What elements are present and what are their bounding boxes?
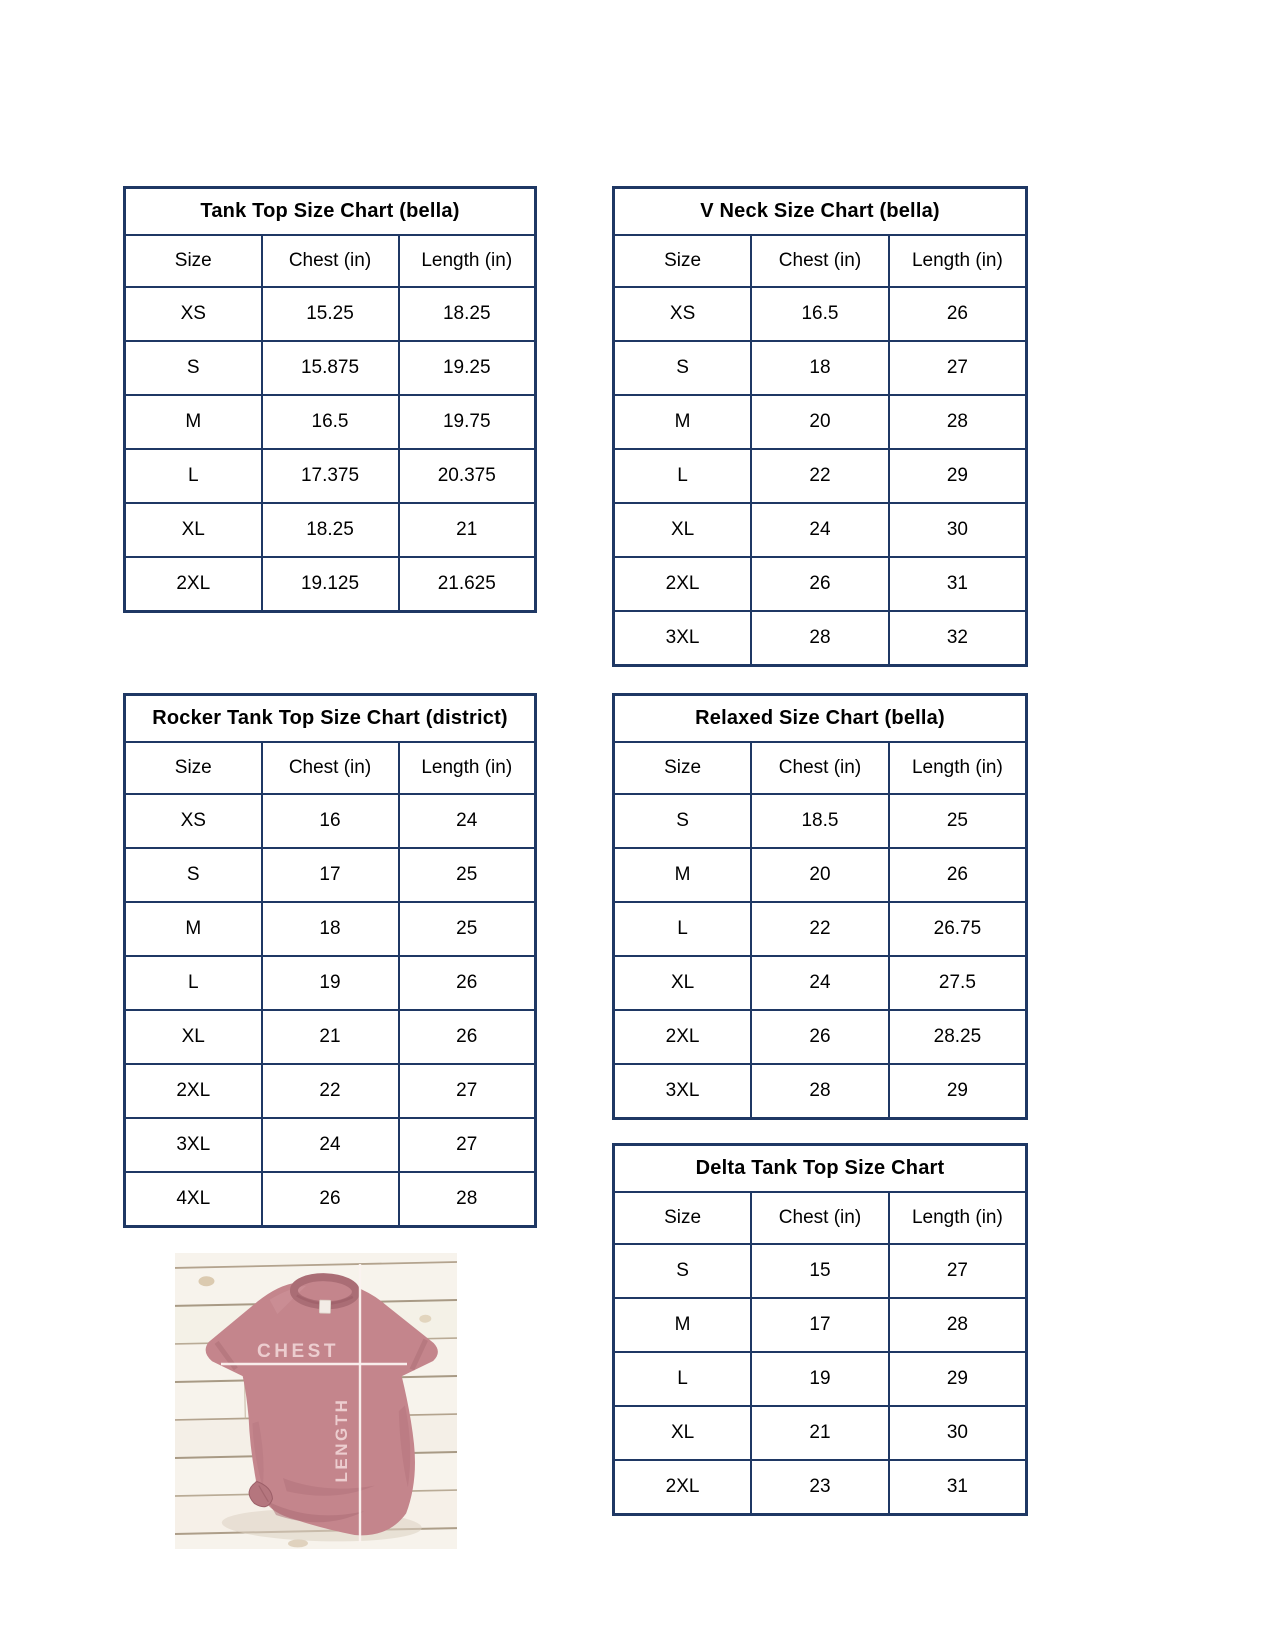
size-cell: 2XL — [614, 557, 752, 611]
table-body — [614, 1244, 1027, 1515]
size-cell: 30 — [889, 503, 1027, 557]
size-cell: XL — [614, 503, 752, 557]
column-header-size: Size — [614, 235, 752, 287]
size-cell: 3XL — [614, 1064, 752, 1119]
size-cell: 20 — [751, 395, 889, 449]
column-header-length: Length (in) — [399, 742, 536, 794]
size-cell: XS — [125, 287, 262, 341]
table-row — [614, 794, 1027, 848]
table-title: Delta Tank Top Size Chart — [614, 1145, 1027, 1193]
size-cell: XL — [125, 1010, 262, 1064]
table-title: Relaxed Size Chart (bella) — [614, 695, 1027, 743]
size-cell: 18.25 — [399, 287, 536, 341]
table-row — [614, 956, 1027, 1010]
neck-tag — [319, 1300, 330, 1313]
size-cell: 26.75 — [889, 902, 1027, 956]
table-title: Tank Top Size Chart (bella) — [125, 188, 536, 236]
table-header-row — [125, 235, 536, 287]
size-cell: 3XL — [614, 611, 752, 666]
table-title-row — [614, 188, 1027, 236]
table-row — [614, 1406, 1027, 1460]
size-cell: XL — [614, 1406, 752, 1460]
size-cell: 19 — [262, 956, 399, 1010]
size-cell: 32 — [889, 611, 1027, 666]
table-row — [614, 503, 1027, 557]
size-table-relaxed — [612, 693, 1028, 1120]
table-title-row — [125, 188, 536, 236]
table-row — [614, 287, 1027, 341]
size-cell: M — [614, 395, 752, 449]
table-row — [614, 1064, 1027, 1119]
size-cell: L — [614, 1352, 752, 1406]
size-cell: 2XL — [125, 557, 262, 612]
column-header-size: Size — [125, 742, 262, 794]
column-header-size: Size — [614, 1192, 752, 1244]
size-cell: 29 — [889, 1352, 1027, 1406]
table-body — [125, 287, 536, 612]
size-cell: 27 — [889, 341, 1027, 395]
table-row — [614, 395, 1027, 449]
tshirt-graphic — [175, 1253, 457, 1549]
size-cell: XS — [125, 794, 262, 848]
size-cell: 2XL — [125, 1064, 262, 1118]
size-cell: S — [614, 341, 752, 395]
size-cell: M — [614, 848, 752, 902]
size-cell: 23 — [751, 1460, 889, 1515]
table-row — [125, 395, 536, 449]
table-body — [614, 794, 1027, 1119]
size-cell: L — [614, 902, 752, 956]
table-header-row — [614, 235, 1027, 287]
size-cell: 16.5 — [751, 287, 889, 341]
size-cell: L — [125, 956, 262, 1010]
table-row — [125, 848, 536, 902]
size-cell: 16 — [262, 794, 399, 848]
size-cell: 26 — [399, 1010, 536, 1064]
size-cell: 25 — [399, 848, 536, 902]
size-cell: 19 — [751, 1352, 889, 1406]
size-cell: 2XL — [614, 1010, 752, 1064]
size-cell: 27 — [889, 1244, 1027, 1298]
size-cell: 17 — [262, 848, 399, 902]
table-row — [125, 902, 536, 956]
chest-label: CHEST — [257, 1341, 339, 1362]
table-row — [614, 848, 1027, 902]
size-cell: M — [125, 395, 262, 449]
size-cell: 28 — [889, 395, 1027, 449]
size-cell: 26 — [889, 848, 1027, 902]
column-header-chest: Chest (in) — [751, 742, 889, 794]
size-cell: XS — [614, 287, 752, 341]
table-row — [125, 1010, 536, 1064]
size-cell: 15.25 — [262, 287, 399, 341]
size-cell: 22 — [751, 902, 889, 956]
size-table-rocker-tank-top — [123, 693, 537, 1228]
table-title: Rocker Tank Top Size Chart (district) — [125, 695, 536, 743]
size-cell: 4XL — [125, 1172, 262, 1227]
size-cell: 25 — [399, 902, 536, 956]
size-cell: 24 — [751, 956, 889, 1010]
table-row — [614, 1460, 1027, 1515]
size-cell: 27.5 — [889, 956, 1027, 1010]
size-cell: 22 — [751, 449, 889, 503]
table-row — [614, 341, 1027, 395]
size-cell: 26 — [399, 956, 536, 1010]
size-cell: 30 — [889, 1406, 1027, 1460]
size-cell: 21 — [399, 503, 536, 557]
column-header-length: Length (in) — [889, 742, 1027, 794]
size-cell: L — [614, 449, 752, 503]
table-row — [125, 956, 536, 1010]
table-body — [614, 287, 1027, 666]
column-header-length: Length (in) — [889, 1192, 1027, 1244]
size-cell: 19.125 — [262, 557, 399, 612]
size-cell: 16.5 — [262, 395, 399, 449]
table-row — [614, 902, 1027, 956]
size-cell: 31 — [889, 557, 1027, 611]
table-row — [614, 557, 1027, 611]
size-cell: 31 — [889, 1460, 1027, 1515]
column-header-chest: Chest (in) — [262, 742, 399, 794]
table-row — [125, 503, 536, 557]
table-header-row — [614, 742, 1027, 794]
table-title-row — [125, 695, 536, 743]
column-header-chest: Chest (in) — [751, 235, 889, 287]
size-cell: 3XL — [125, 1118, 262, 1172]
size-cell: 2XL — [614, 1460, 752, 1515]
size-cell: 29 — [889, 1064, 1027, 1119]
size-cell: 18.5 — [751, 794, 889, 848]
size-cell: 15 — [751, 1244, 889, 1298]
size-cell: 21.625 — [399, 557, 536, 612]
size-cell: 19.75 — [399, 395, 536, 449]
table-row — [125, 1064, 536, 1118]
size-cell: 24 — [751, 503, 889, 557]
size-cell: 24 — [399, 794, 536, 848]
table-row — [125, 1172, 536, 1227]
size-cell: 20 — [751, 848, 889, 902]
size-cell: 15.875 — [262, 341, 399, 395]
size-cell: 18.25 — [262, 503, 399, 557]
size-cell: 18 — [262, 902, 399, 956]
column-header-length: Length (in) — [399, 235, 536, 287]
size-table-v-neck — [612, 186, 1028, 667]
size-cell: 28 — [751, 611, 889, 666]
size-cell: 22 — [262, 1064, 399, 1118]
size-cell: 18 — [751, 341, 889, 395]
table-title-row — [614, 695, 1027, 743]
table-header-row — [614, 1192, 1027, 1244]
length-label: LENGTH — [332, 1397, 351, 1483]
size-cell: 24 — [262, 1118, 399, 1172]
size-cell: M — [614, 1298, 752, 1352]
size-cell: 19.25 — [399, 341, 536, 395]
column-header-size: Size — [125, 235, 262, 287]
size-cell: S — [125, 848, 262, 902]
column-header-size: Size — [614, 742, 752, 794]
size-cell: XL — [125, 503, 262, 557]
table-row — [614, 1352, 1027, 1406]
table-row — [614, 1244, 1027, 1298]
size-cell: 21 — [751, 1406, 889, 1460]
table-row — [125, 557, 536, 612]
shirt-measurement-photo — [175, 1253, 457, 1549]
table-row — [125, 1118, 536, 1172]
table-row — [125, 449, 536, 503]
size-cell: 26 — [262, 1172, 399, 1227]
size-cell: 27 — [399, 1118, 536, 1172]
size-cell: S — [614, 794, 752, 848]
table-body — [125, 794, 536, 1227]
size-cell: 20.375 — [399, 449, 536, 503]
column-header-chest: Chest (in) — [751, 1192, 889, 1244]
size-cell: 17 — [751, 1298, 889, 1352]
table-title: V Neck Size Chart (bella) — [614, 188, 1027, 236]
size-cell: 26 — [751, 557, 889, 611]
size-cell: 21 — [262, 1010, 399, 1064]
table-row — [614, 1298, 1027, 1352]
size-cell: S — [125, 341, 262, 395]
table-header-row — [125, 742, 536, 794]
size-cell: S — [614, 1244, 752, 1298]
table-row — [125, 794, 536, 848]
size-cell: 27 — [399, 1064, 536, 1118]
table-row — [125, 287, 536, 341]
table-title-row — [614, 1145, 1027, 1193]
size-cell: XL — [614, 956, 752, 1010]
size-cell: 29 — [889, 449, 1027, 503]
table-row — [614, 449, 1027, 503]
size-cell: 26 — [889, 287, 1027, 341]
size-cell: L — [125, 449, 262, 503]
size-cell: 17.375 — [262, 449, 399, 503]
size-cell: 28 — [399, 1172, 536, 1227]
size-cell: 28 — [751, 1064, 889, 1119]
size-table-delta-tank-top — [612, 1143, 1028, 1516]
column-header-chest: Chest (in) — [262, 235, 399, 287]
size-cell: 28.25 — [889, 1010, 1027, 1064]
column-header-length: Length (in) — [889, 235, 1027, 287]
size-cell: M — [125, 902, 262, 956]
table-row — [125, 341, 536, 395]
size-cell: 25 — [889, 794, 1027, 848]
size-table-tank-top — [123, 186, 537, 613]
size-cell: 26 — [751, 1010, 889, 1064]
table-row — [614, 1010, 1027, 1064]
table-row — [614, 611, 1027, 666]
size-cell: 28 — [889, 1298, 1027, 1352]
